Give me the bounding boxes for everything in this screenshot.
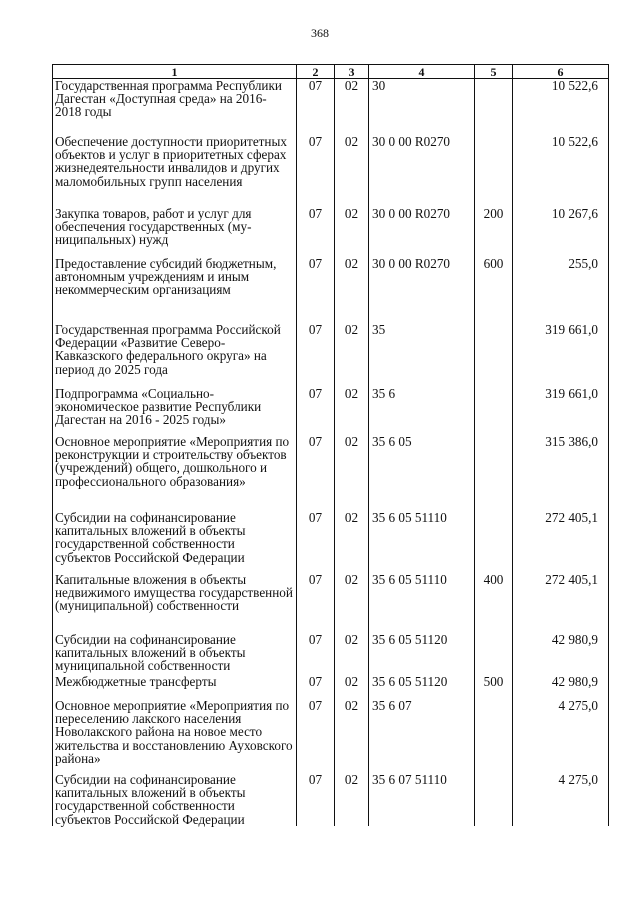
row-section: 07: [297, 773, 335, 826]
row-name: Капитальные вложения в объекты недвижимого имущества государственной (муниципальной) собственности: [53, 573, 297, 633]
row-target-code: 35 6 05: [369, 435, 475, 511]
row-target-code: 35 6: [369, 387, 475, 435]
row-amount: 4 275,0: [513, 773, 609, 826]
table-row: [53, 511, 609, 573]
row-section: 07: [297, 511, 335, 573]
row-expense-type: [475, 435, 513, 511]
row-name: Предоставление субсидий бюджетным, автономным учреждениям и иным некоммерческим организациям: [53, 257, 297, 323]
row-target-code: 30 0 00 R0270: [369, 135, 475, 207]
table-row: [53, 633, 609, 675]
row-name: Межбюджетные трансферты: [53, 675, 297, 699]
table-row: [53, 573, 609, 633]
row-amount: 10 522,6: [513, 135, 609, 207]
column-header-2: 2: [297, 65, 335, 79]
row-expense-type: [475, 511, 513, 573]
row-expense-type: [475, 773, 513, 826]
page-number: 368: [311, 26, 329, 40]
row-target-code: 35 6 05 51110: [369, 511, 475, 573]
row-expense-type: [475, 79, 513, 136]
row-subsection: 02: [335, 675, 369, 699]
budget-table: [52, 64, 609, 826]
row-section: 07: [297, 135, 335, 207]
row-section: 07: [297, 675, 335, 699]
table-row: [53, 257, 609, 323]
row-expense-type: 400: [475, 573, 513, 633]
row-amount: 10 267,6: [513, 207, 609, 257]
column-header-5: 5: [475, 65, 513, 79]
row-expense-type: [475, 633, 513, 675]
row-subsection: 02: [335, 135, 369, 207]
table-row: [53, 387, 609, 435]
row-target-code: 30 0 00 R0270: [369, 257, 475, 323]
row-name: Государственная программа Республики Дагестан «Доступная среда» на 2016-2018 годы: [53, 79, 297, 136]
row-target-code: 35 6 05 51110: [369, 573, 475, 633]
row-subsection: 02: [335, 511, 369, 573]
row-section: 07: [297, 699, 335, 773]
row-expense-type: [475, 387, 513, 435]
row-subsection: 02: [335, 257, 369, 323]
column-header-1: 1: [53, 65, 297, 79]
row-subsection: 02: [335, 633, 369, 675]
row-amount: 272 405,1: [513, 573, 609, 633]
row-expense-type: [475, 323, 513, 387]
row-subsection: 02: [335, 435, 369, 511]
table-row: [53, 323, 609, 387]
row-amount: 255,0: [513, 257, 609, 323]
row-name: Закупка товаров, работ и услуг для обеспечения государственных (муниципальных) нужд: [53, 207, 297, 257]
row-subsection: 02: [335, 207, 369, 257]
row-expense-type: 600: [475, 257, 513, 323]
row-amount: 319 661,0: [513, 387, 609, 435]
row-name: Основное мероприятие «Мероприятия по переселению лакского населения Новолакского района на новое место жительства и восстановлению Ауховского района»: [53, 699, 297, 773]
row-subsection: 02: [335, 323, 369, 387]
row-subsection: 02: [335, 773, 369, 826]
table-row: [53, 699, 609, 773]
table-row: [53, 435, 609, 511]
row-target-code: 35 6 07: [369, 699, 475, 773]
row-subsection: 02: [335, 573, 369, 633]
row-section: 07: [297, 323, 335, 387]
row-expense-type: 500: [475, 675, 513, 699]
row-target-code: 30: [369, 79, 475, 136]
row-target-code: 35: [369, 323, 475, 387]
row-name: Субсидии на софинансирование капитальных вложений в объекты государственной собственности субъектов Российской Федерации: [53, 511, 297, 573]
table-row: [53, 675, 609, 699]
row-section: 07: [297, 257, 335, 323]
row-name: Обеспечение доступности приоритетных объектов и услуг в приоритетных сферах жизнедеятельности инвалидов и других маломобильных групп населения: [53, 135, 297, 207]
column-header-3: 3: [335, 65, 369, 79]
row-amount: 10 522,6: [513, 79, 609, 136]
row-name: Субсидии на софинансирование капитальных вложений в объекты муниципальной собственности: [53, 633, 297, 675]
row-section: 07: [297, 633, 335, 675]
row-expense-type: 200: [475, 207, 513, 257]
table-row: [53, 773, 609, 826]
table-row: [53, 79, 609, 136]
row-section: 07: [297, 387, 335, 435]
row-expense-type: [475, 135, 513, 207]
row-subsection: 02: [335, 387, 369, 435]
header-row: [53, 65, 609, 79]
row-subsection: 02: [335, 79, 369, 136]
row-section: 07: [297, 207, 335, 257]
column-header-6: 6: [513, 65, 609, 79]
row-section: 07: [297, 79, 335, 136]
row-expense-type: [475, 699, 513, 773]
row-name: Субсидии на софинансирование капитальных вложений в объекты государственной собственности субъектов Российской Федерации: [53, 773, 297, 826]
row-amount: 272 405,1: [513, 511, 609, 573]
row-target-code: 30 0 00 R0270: [369, 207, 475, 257]
table-row: [53, 207, 609, 257]
column-header-4: 4: [369, 65, 475, 79]
row-name: Государственная программа Российской Федерации «Развитие Северо-Кавказского федерального округа» на период до 2025 года: [53, 323, 297, 387]
row-target-code: 35 6 05 51120: [369, 675, 475, 699]
row-amount: 315 386,0: [513, 435, 609, 511]
table-row: [53, 135, 609, 207]
row-amount: 42 980,9: [513, 633, 609, 675]
row-amount: 319 661,0: [513, 323, 609, 387]
row-amount: 42 980,9: [513, 675, 609, 699]
row-target-code: 35 6 05 51120: [369, 633, 475, 675]
row-amount: 4 275,0: [513, 699, 609, 773]
row-section: 07: [297, 573, 335, 633]
row-name: Основное мероприятие «Мероприятия по реконструкции и строительству объектов (учреждений) общего, дошкольного и профессионального образования»: [53, 435, 297, 511]
row-name: Подпрограмма «Социально-экономическое развитие Республики Дагестан на 2016 - 2025 годы»: [53, 387, 297, 435]
row-target-code: 35 6 07 51110: [369, 773, 475, 826]
row-subsection: 02: [335, 699, 369, 773]
row-section: 07: [297, 435, 335, 511]
